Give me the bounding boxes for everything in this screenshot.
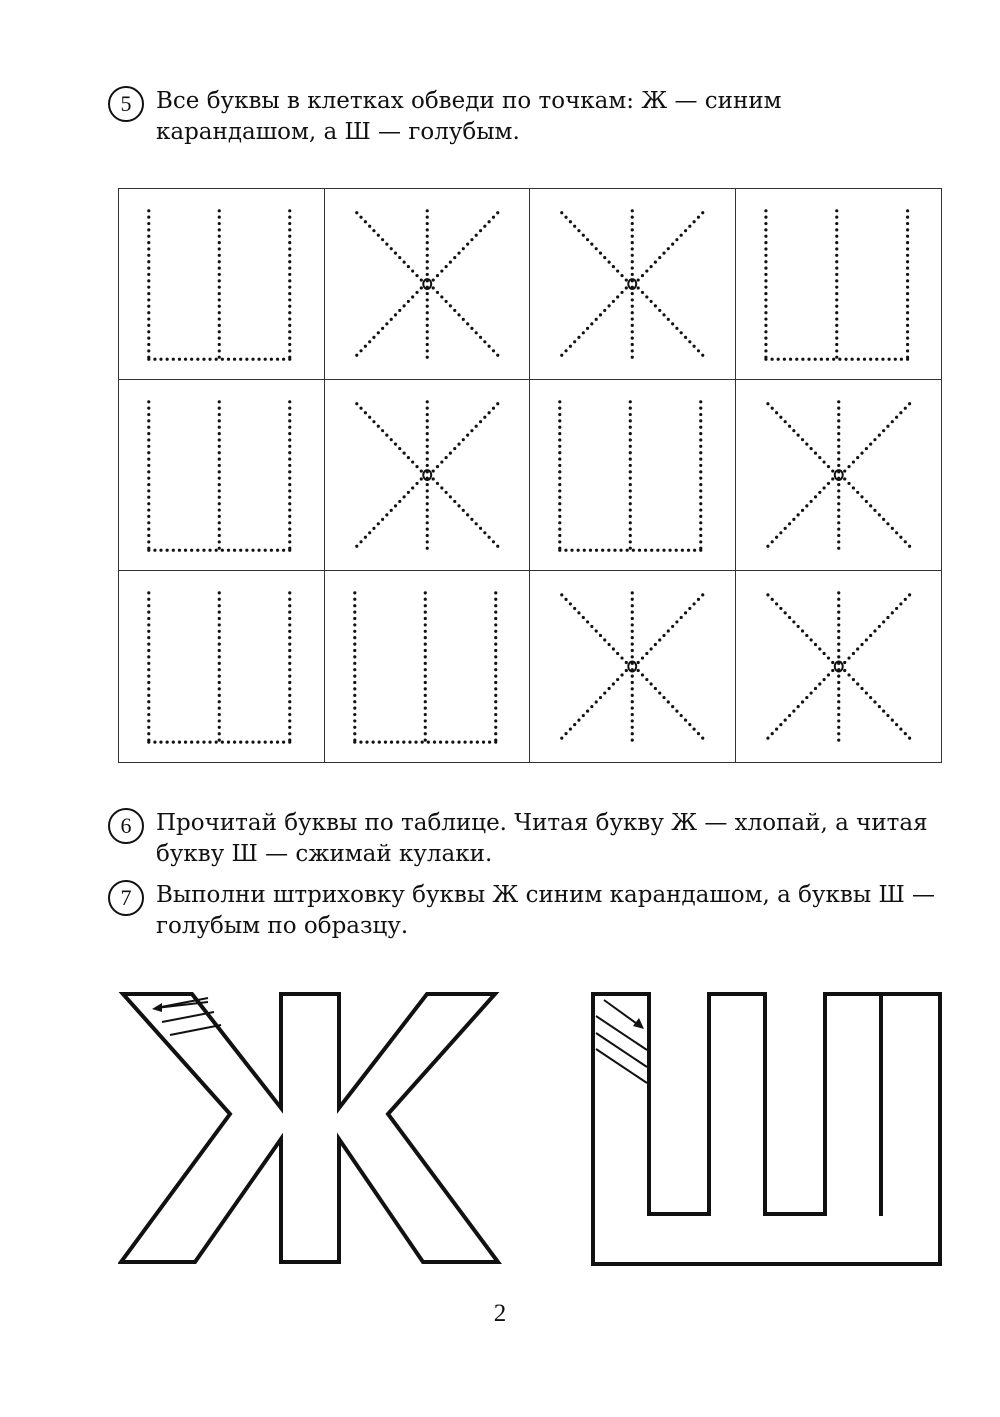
task-text: Выполни штриховку буквы Ж синим карандашом, а буквы Ш — голубым по образцу. xyxy=(156,882,936,939)
dotted-letter-sha xyxy=(119,380,324,570)
task-7 xyxy=(108,880,948,942)
grid-cell xyxy=(119,189,325,380)
dotted-letter-zh xyxy=(736,571,942,762)
dotted-letter-sha xyxy=(119,189,324,379)
task-5 xyxy=(108,86,948,148)
task-number-badge: 7 xyxy=(108,880,144,916)
grid-cell xyxy=(530,571,736,762)
dotted-letter-sha xyxy=(325,571,530,762)
outline-letter-zh xyxy=(118,988,503,1268)
task-text: Все буквы в клетках обведи по точкам: Ж — синим карандашом, а Ш — голубым. xyxy=(156,88,782,145)
dotted-letter-sha xyxy=(530,380,735,570)
grid-cell xyxy=(736,571,942,762)
dotted-letter-sha xyxy=(119,571,324,762)
dotted-letter-zh xyxy=(530,189,735,379)
grid-cell xyxy=(325,571,531,762)
dotted-letter-zh xyxy=(325,380,530,570)
grid-cell xyxy=(119,380,325,571)
dotted-letter-zh xyxy=(325,189,530,379)
grid-cell xyxy=(119,571,325,762)
dotted-letter-zh xyxy=(530,571,735,762)
dotted-letter-grid xyxy=(118,188,942,763)
grid-cell xyxy=(325,380,531,571)
page-number: 2 xyxy=(493,1300,507,1327)
grid-cell xyxy=(736,380,942,571)
task-6 xyxy=(108,808,948,870)
dotted-letter-sha xyxy=(736,189,942,379)
task-text: Прочитай буквы по таблице. Читая букву Ж — хлопай, а читая букву Ш — сжимай кулаки. xyxy=(156,810,928,867)
task-number-badge: 6 xyxy=(108,808,144,844)
grid-cell xyxy=(530,380,736,571)
dotted-letter-zh xyxy=(736,380,942,570)
grid-cell xyxy=(736,189,942,380)
task-number-badge: 5 xyxy=(108,86,144,122)
outline-letter-sha xyxy=(588,988,948,1268)
grid-cell xyxy=(325,189,531,380)
grid-cell xyxy=(530,189,736,380)
